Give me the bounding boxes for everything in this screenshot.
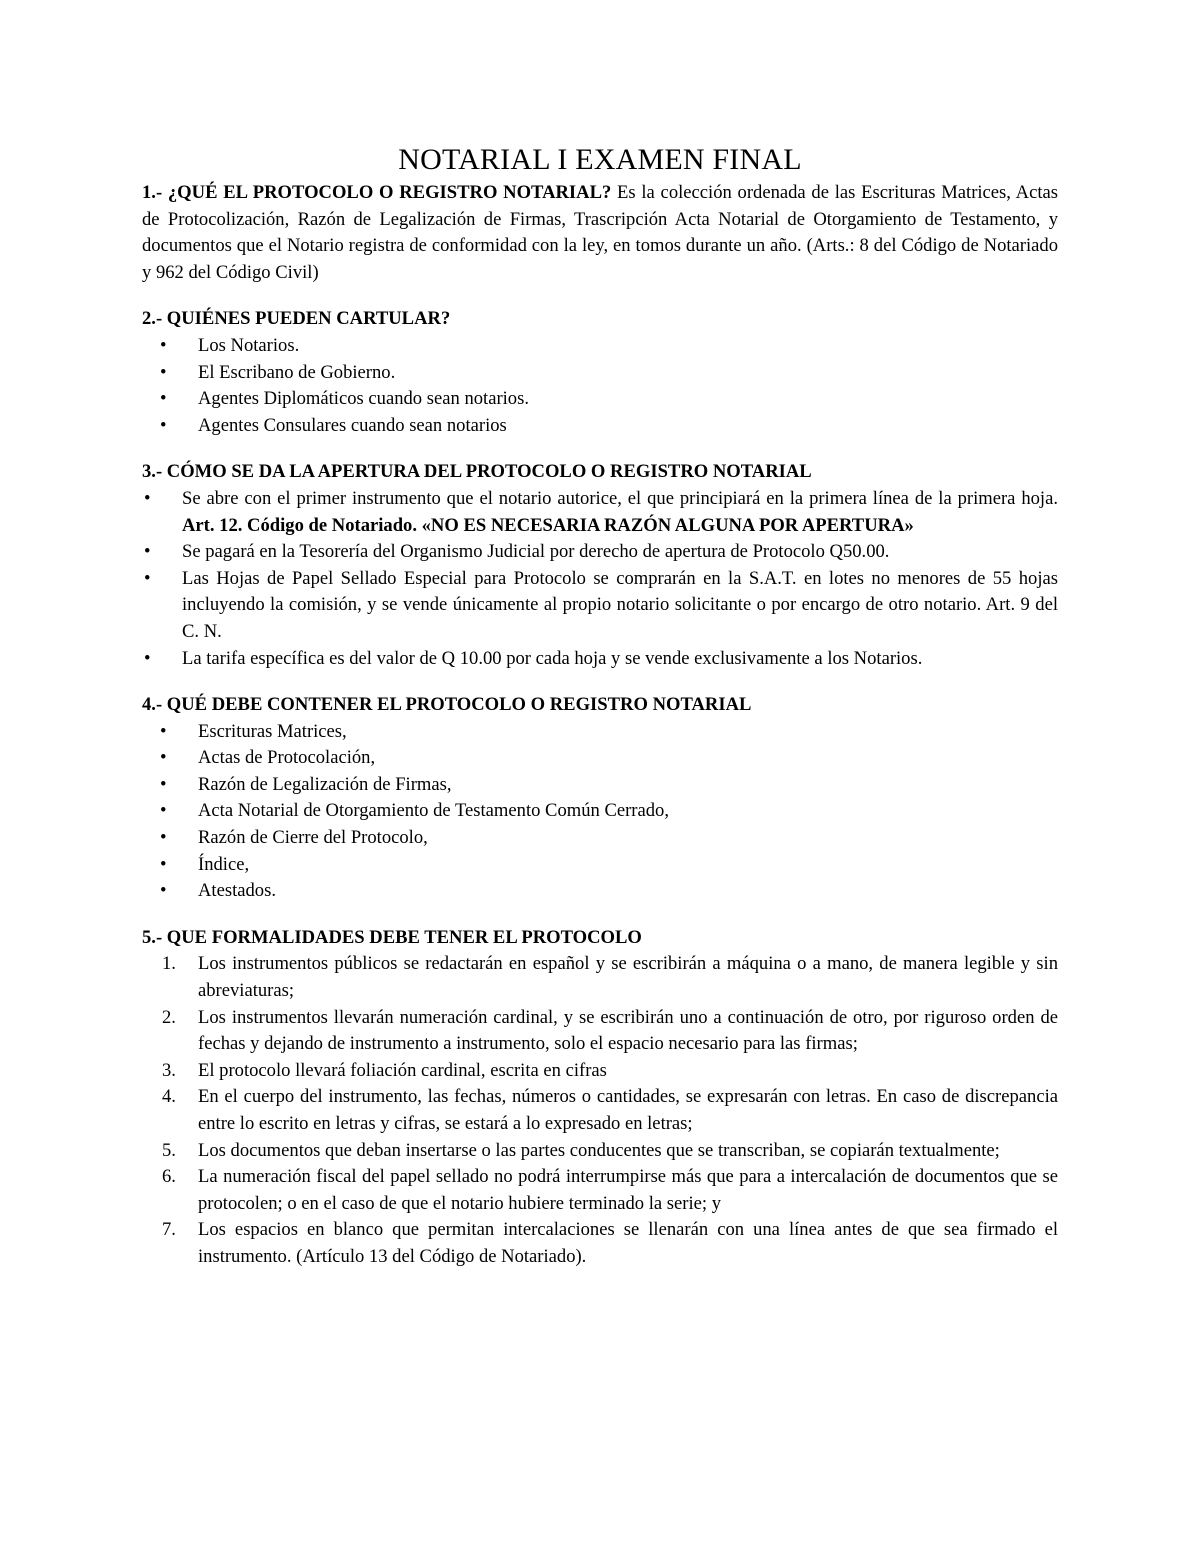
- item-number: 5.: [162, 1139, 176, 1161]
- list-item: • Se pagará en la Tesorería del Organismo Judicial por derecho de apertura de Protocolo Q50.00.: [142, 539, 1058, 566]
- bullet-icon: •: [144, 487, 151, 509]
- question-3-list: [142, 486, 1058, 672]
- item-number: 2.: [162, 1006, 176, 1028]
- list-item: • Agentes Diplomáticos cuando sean notarios.: [142, 386, 1058, 413]
- list-item: • La tarifa específica es del valor de Q 10.00 por cada hoja y se vende exclusivamente a los Notarios.: [142, 646, 1058, 673]
- item-number: 6.: [162, 1166, 176, 1188]
- question-5-list: [142, 951, 1058, 1270]
- question-2-list: [142, 333, 1058, 439]
- list-item: 2. Los instrumentos llevarán numeración cardinal, y se escribirán uno a continuación de otro, por riguroso orden de fechas y dejando de instrumento a instrumento, solo el espacio necesario para las firmas;: [162, 1006, 1058, 1055]
- question-3-heading: 3.- CÓMO SE DA LA APERTURA DEL PROTOCOLO O REGISTRO NOTARIAL: [142, 461, 812, 483]
- list-item: 5. Los documentos que deban insertarse o las partes conducentes que se transcriban, se copiarán textualmente;: [142, 1138, 1058, 1165]
- list-item: • Atestados.: [142, 878, 1058, 905]
- bullet-icon: •: [160, 388, 167, 410]
- item-number: 7.: [162, 1219, 176, 1241]
- bullet-icon: •: [160, 827, 167, 849]
- question-1-answer: Es la colección ordenada de las Escrituras Matrices, Actas de Protocolización, Razón de Legalización de Firmas, Trascripción Acta Notarial de Otorgamiento de Testamento, y documentos que el Notario registra de conformidad con la ley, en tomos durante un año. (Arts.: 8 del Código de Notariado y 962 del Código Civil): [142, 182, 1058, 283]
- list-item: • Escrituras Matrices,: [142, 719, 1058, 746]
- bullet-icon: •: [144, 541, 151, 563]
- bullet-icon: •: [160, 853, 167, 875]
- bullet-icon: •: [160, 334, 167, 356]
- bullet-icon: •: [144, 647, 151, 669]
- item-number: 1.: [162, 953, 176, 975]
- list-item: • Las Hojas de Papel Sellado Especial para Protocolo se comprarán en la S.A.T. en lotes no menores de 55 hojas incluyendo la comisión, y se vende únicamente al propio notario solicitante o por encargo de otro notario. Art. 9 del C. N.: [144, 567, 1058, 642]
- bullet-icon: •: [160, 880, 167, 902]
- list-item: • Índice,: [142, 852, 1058, 879]
- list-item: 4. En el cuerpo del instrumento, las fechas, números o cantidades, se expresarán con letras. En caso de discrepancia entre lo escrito en letras y cifras, se estará a lo expresado en letras;: [162, 1086, 1058, 1134]
- bullet-icon: •: [160, 720, 167, 742]
- list-item: • El Escribano de Gobierno.: [142, 360, 1058, 387]
- list-item: • Los Notarios.: [142, 333, 1058, 360]
- list-item: 6. La numeración fiscal del papel sellado no podrá interrumpirse más que para a intercalación de documentos que se protocolen; o en el caso de que el notario hubiere terminado la serie; y: [162, 1166, 1058, 1214]
- list-item: 3. El protocolo llevará foliación cardinal, escrita en cifras: [142, 1058, 1058, 1085]
- item-number: 3.: [162, 1059, 176, 1081]
- question-2-heading: 2.- QUIÉNES PUEDEN CARTULAR?: [142, 308, 451, 330]
- question-4-heading: 4.- QUÉ DEBE CONTENER EL PROTOCOLO O REGISTRO NOTARIAL: [142, 694, 752, 716]
- question-4-list: [142, 719, 1058, 905]
- question-1: [142, 180, 1058, 286]
- question-5-heading: 5.- QUE FORMALIDADES DEBE TENER EL PROTOCOLO: [142, 926, 642, 948]
- item-number: 4.: [162, 1086, 176, 1108]
- list-item: • Agentes Consulares cuando sean notarios: [142, 413, 1058, 440]
- bullet-icon: •: [160, 747, 167, 769]
- list-item: • Se abre con el primer instrumento que el notario autorice, el que principiará en la primera línea de la primera hoja. Art. 12. Código de Notariado. «NO ES NECESARIA RAZÓN ALGUNA POR APERTURA»: [144, 487, 1058, 536]
- bullet-icon: •: [160, 414, 167, 436]
- list-item: • Acta Notarial de Otorgamiento de Testamento Común Cerrado,: [142, 798, 1058, 825]
- bullet-icon: •: [144, 567, 151, 589]
- question-1-heading: 1.- ¿QUÉ EL PROTOCOLO O REGISTRO NOTARIAL?: [142, 182, 612, 203]
- page-title: NOTARIAL I EXAMEN FINAL: [398, 143, 802, 176]
- list-item: • Actas de Protocolación,: [142, 745, 1058, 772]
- bullet-icon: •: [160, 800, 167, 822]
- list-item: • Razón de Cierre del Protocolo,: [142, 825, 1058, 852]
- document-content: [142, 142, 1058, 1271]
- list-item: 7. Los espacios en blanco que permitan intercalaciones se llenarán con una línea antes de que sea firmado el instrumento. (Artículo 13 del Código de Notariado).: [162, 1219, 1058, 1267]
- legal-reference: Art. 12. Código de Notariado. «NO ES NECESARIA RAZÓN ALGUNA POR APERTURA»: [182, 514, 914, 536]
- bullet-icon: •: [160, 361, 167, 383]
- bullet-icon: •: [160, 773, 167, 795]
- list-item: 1. Los instrumentos públicos se redactarán en español y se escribirán a máquina o a mano, de manera legible y sin abreviaturas;: [162, 953, 1058, 1002]
- list-item: • Razón de Legalización de Firmas,: [142, 772, 1058, 799]
